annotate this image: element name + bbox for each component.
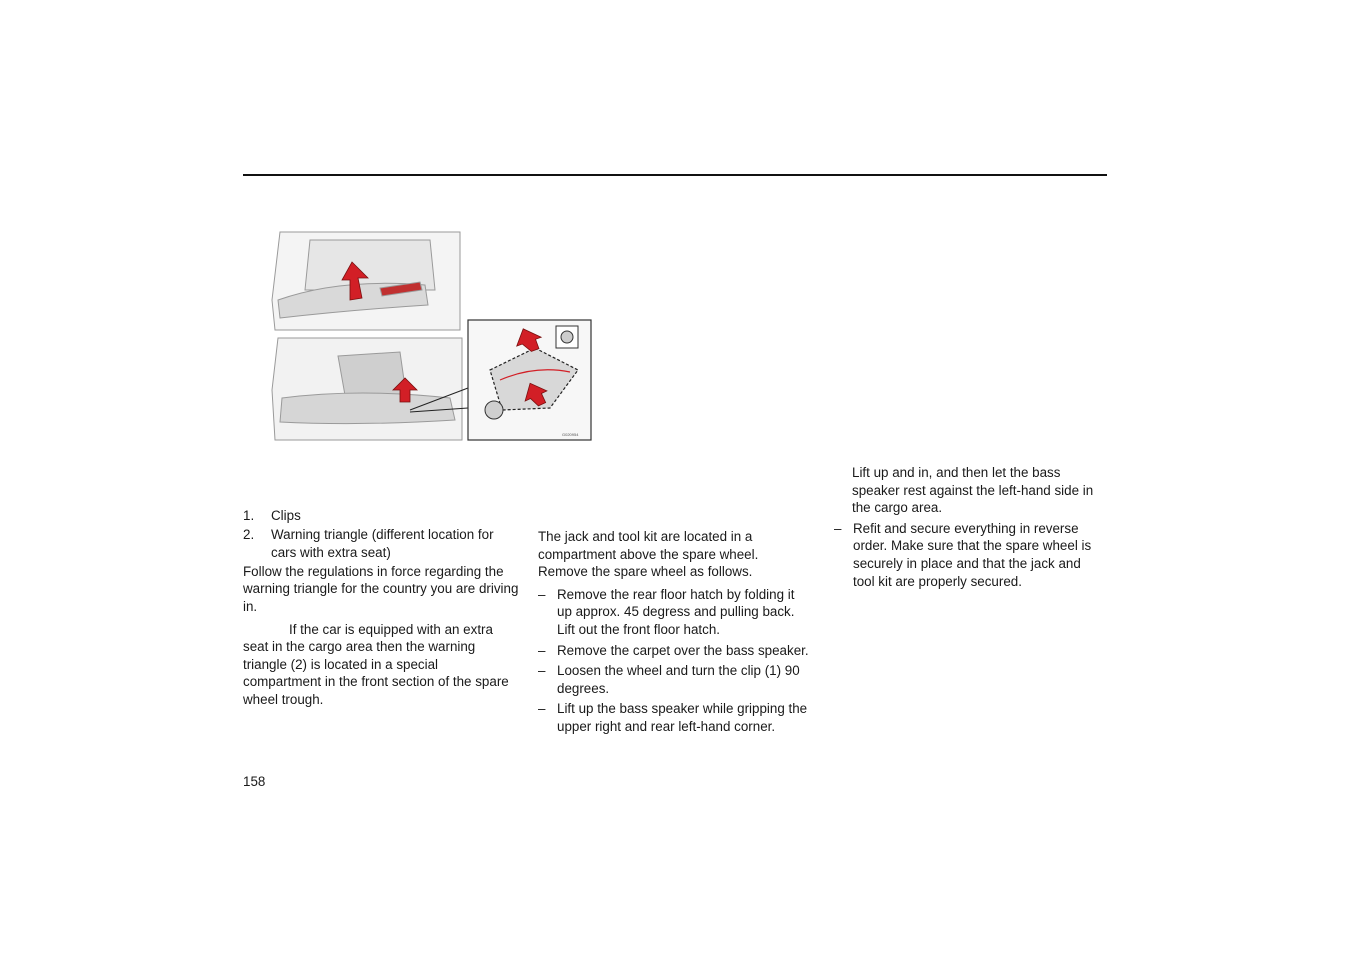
warning-triangle-paragraph: Follow the regulations in force regarding the warning triangle for the country you are driving in. — [243, 563, 519, 614]
legend-text: Clips — [271, 508, 301, 523]
column-2 — [538, 528, 810, 739]
legend-item — [243, 507, 519, 525]
step-item: – Refit and secure everything in reverse order. Make sure that the spare wheel is securely in place and that the jack and tool kit are properly secured. — [834, 520, 1092, 589]
step-item: – Remove the rear floor hatch by folding it up approx. 45 degress and pulling back. Lift out the front floor hatch. — [538, 586, 795, 637]
header-rule — [243, 174, 1107, 176]
step-item: – Lift up the bass speaker while gripping the upper right and rear left-hand corner. — [538, 701, 808, 734]
legend-number: 1. — [243, 508, 255, 523]
figure-code: G020954 — [562, 432, 579, 437]
step-item: – Remove the carpet over the bass speaker. — [538, 642, 809, 658]
lower-cargo-view — [272, 338, 462, 440]
legend-text: Warning triangle (different location for cars with extra seat) — [271, 527, 494, 560]
legend-item — [243, 526, 519, 561]
column-1 — [243, 507, 519, 709]
column-3 — [834, 464, 1106, 593]
upper-cargo-view — [272, 232, 460, 330]
page-number: 158 — [243, 774, 266, 789]
jack-intro-paragraph: The jack and tool kit are located in a compartment above the spare wheel. Remove the spare wheel as follows. — [538, 529, 759, 580]
step-item: – Loosen the wheel and turn the clip (1) 90 degrees. — [538, 663, 800, 696]
cargo-area-illustration — [250, 230, 592, 442]
legend-number: 2. — [243, 527, 255, 543]
continuation-paragraph: Lift up and in, and then let the bass speaker rest against the left-hand side in the cargo area. — [852, 465, 1094, 516]
extra-seat-paragraph: If the car is equipped with an extra seat in the cargo area then the warning triangle (2) is located in a special compartment in the front section of the spare wheel trough. — [243, 621, 509, 707]
